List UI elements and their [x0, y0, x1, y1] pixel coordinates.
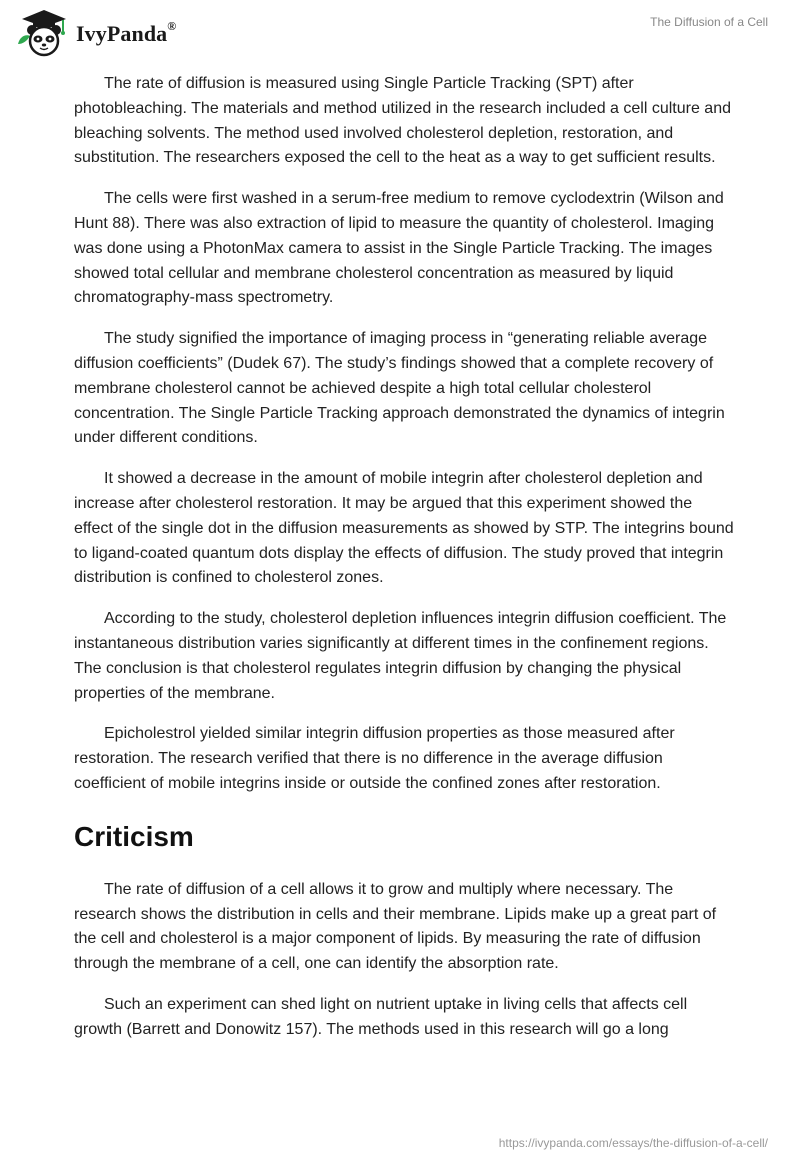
panda-graduate-icon	[14, 8, 74, 58]
page-header	[0, 0, 800, 64]
source-url[interactable]: https://ivypanda.com/essays/the-diffusion-of-a-cell/	[498, 1136, 768, 1150]
document-title: The Diffusion of a Cell	[650, 15, 768, 29]
logo[interactable]	[14, 8, 176, 58]
essay-body	[74, 72, 734, 1059]
section-heading: Criticism	[74, 820, 194, 852]
paragraph: According to the study, cholesterol depletion influences integrin diffusion coefficient. The instantaneous distribution varies significantly at different times in the confinement regions. The conclusion is that cholesterol regulates integrin diffusion by changing the physical properties of the membrane.	[74, 610, 727, 702]
paragraph: The study signified the importance of imaging process in “generating reliable average diffusion coefficients” (Dudek 67). The study’s findings showed that a complete recovery of membrane cholesterol cannot be achieved despite a high total cellular cholesterol concentration. The Single Particle Tracking approach demonstrated the dynamics of integrin under different conditions.	[74, 330, 725, 447]
paragraph: The rate of diffusion is measured using Single Particle Tracking (SPT) after photobleaching. The materials and method utilized in the research included a cell culture and bleaching solvents. The method used involved cholesterol depletion, restoration, and substitution. The researchers exposed the cell to the heat as a way to get sufficient results.	[74, 75, 731, 167]
paragraph: Such an experiment can shed light on nutrient uptake in living cells that affects cell growth (Barrett and Donowitz 157). The methods used in this research will go a long	[74, 995, 688, 1038]
paragraph: The cells were first washed in a serum-free medium to remove cyclodextrin (Wilson and Hunt 88). There was also extraction of lipid to measure the quantity of cholesterol. Imaging was done using a PhotonMax camera to assist in the Single Particle Tracking. The images showed total cellular and membrane cholesterol concentration as measured by liquid chromatography-mass spectrometry.	[74, 190, 724, 307]
brand-name: IvyPanda®	[76, 19, 177, 46]
paragraph: It showed a decrease in the amount of mobile integrin after cholesterol depletion and increase after cholesterol restoration. It may be argued that this experiment showed the effect of the single dot in the diffusion measurements as showed by STP. The integrins bound to ligand-coated quantum dots display the effects of diffusion. The study proved that integrin distribution is confined to cholesterol zones.	[74, 470, 734, 587]
paragraph: The rate of diffusion of a cell allows it to grow and multiply where necessary. The research shows the distribution in cells and their membrane. Lipids make up a great part of the cell and cholesterol is a major component of lipids. By measuring the rate of diffusion through the membrane of a cell, one can identify the absorption rate.	[74, 880, 717, 973]
paragraph: Epicholestrol yielded similar integrin diffusion properties as those measured after restoration. The research verified that there is no difference in the average diffusion coefficient of mobile integrins inside or outside the confined zones after restoration.	[74, 725, 675, 792]
registered-mark: ®	[167, 19, 177, 33]
